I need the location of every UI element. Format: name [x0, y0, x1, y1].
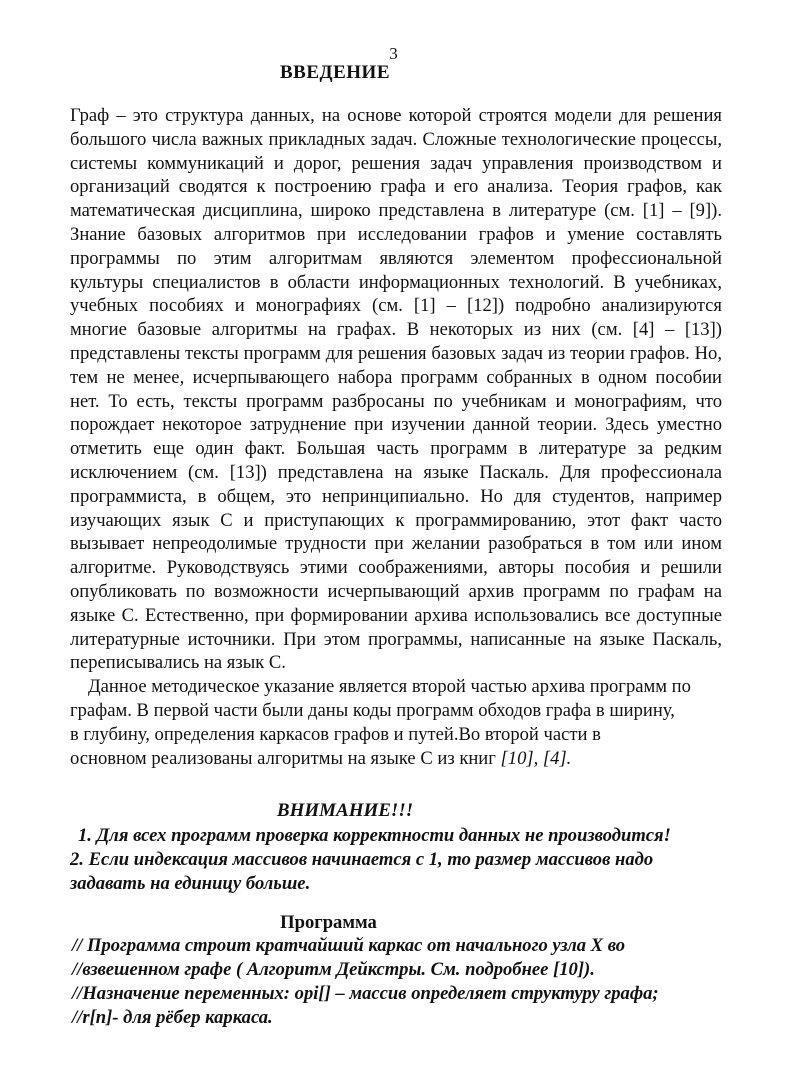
- paragraph-1: Граф – это структура данных, на основе которой строятся модели для решения большого числа важных прикладных задач. Сложные технологические процессы, системы коммуникаций и дорог, решения задач управления производством и организаций сводятся к построению графа и его анализа. Теория графов, как математическая дисциплина, широко представлена в литературе (см. [1] – [9]). Знание базовых алгоритмов при исследовании графов и умение составлять программы по этим алгоритмам являются элементом профессиональной культуры специалистов в области информационных технологий. В учебниках, учебных пособиях и монографиях (см. [1] – [12]) подробно анализируются многие базовые алгоритмы на графах. В некоторых из них (см. [4] – [13]) представлены тексты программ для решения базовых задач из теории графов. Но, тем не менее, исчерпывающего набора программ собранных в одном пособии нет. То есть, тексты программ разбросаны по учебникам и монографиям, что порождает некоторое затруднение при изучении данной теории. Здесь уместно отметить еще один факт. Большая часть программ в литературе за редким исключением (см. [13]) представлена на языке Паскаль. Для профессионала программиста, в общем, это непринципиально. Но для студентов, например изучающих язык С и приступающих к программированию, этот факт часто вызывает непреодолимые трудности при желании разобраться в том или ином алгоритме. Руководствуясь этими соображениями, авторы пособия и решили опубликовать по возможности исчерпывающий архив программ по графам на языке С. Естественно, при формировании архива использовались все доступные литературные источники. При этом программы, написанные на языке Паскаль, переписывались на язык С.: [70, 105, 722, 674]
- paragraph-2-line-1: Данное методическое указание является второй частью архива программ по: [88, 676, 691, 698]
- comment-line-2: //взвешенном графе ( Алгоритм Дейкстры. См. подробнее [10]).: [72, 959, 595, 980]
- warning-title: ВНИМАНИЕ!!!: [276, 800, 414, 821]
- paragraph-2-refs: [10], [4].: [500, 747, 572, 769]
- warning-item-1: 1. Для всех программ проверка корректности данных не производится!: [78, 825, 671, 846]
- introduction-body: [70, 104, 722, 770]
- paragraph-2-line-2: графам. В первой части были даны коды программ обходов графа в ширину,: [70, 699, 675, 721]
- program-title: Программа: [280, 912, 377, 933]
- section-title: ВВЕДЕНИЕ: [280, 62, 390, 83]
- paragraph-2-line-4: основном реализованы алгоритмы на языке С из книг: [70, 747, 496, 769]
- comment-line-3: //Назначение переменных: opi[] – массив определяет структуру графа;: [72, 983, 659, 1004]
- program-comments: [72, 934, 732, 1030]
- comment-line-1: // Программа строит кратчайший каркас от начального узла X во: [72, 935, 626, 956]
- warning-item-2-line-2: задавать на единицу больше.: [70, 873, 311, 894]
- warning-item-2-line-1: 2. Если индексация массивов начинается с 1, то размер массивов надо: [70, 849, 654, 870]
- warning-block: [70, 824, 730, 896]
- page-number: 3: [389, 44, 398, 63]
- paragraph-2-line-3: в глубину, определения каркасов графов и путей.Во второй части в: [70, 723, 601, 745]
- paragraph-2: [70, 675, 722, 770]
- comment-line-4: //r[n]- для рёбер каркаса.: [72, 1007, 273, 1028]
